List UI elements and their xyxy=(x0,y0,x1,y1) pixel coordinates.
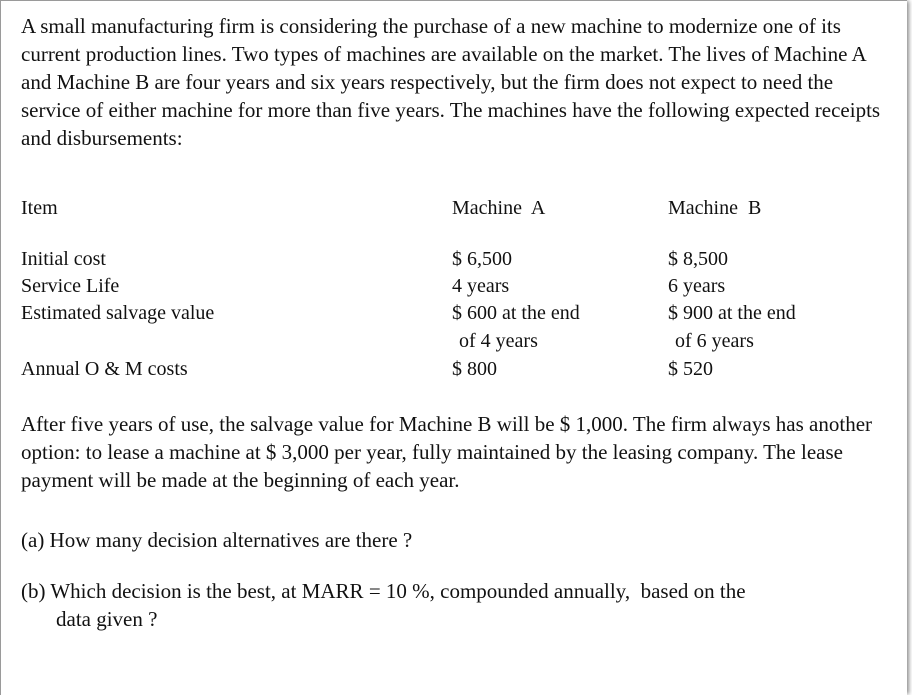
row-label-initial-cost: Initial cost xyxy=(21,248,106,270)
machine-a-salvage-line2: of 4 years xyxy=(459,330,538,352)
header-machine-b: Machine B xyxy=(668,197,762,219)
machine-a-initial-cost: $ 6,500 xyxy=(452,248,512,270)
machine-b-initial-cost: $ 8,500 xyxy=(668,248,728,270)
machine-b-salvage-line2: of 6 years xyxy=(675,330,754,352)
after-paragraph: After five years of use, the salvage value for Machine B will be $ 1,000. The firm always has another option: to lease a machine at $ 3,000 per year, fully maintained by the leasing company. The lease payment will be made at the beginning of each year. xyxy=(21,412,873,492)
machine-a-om-costs: $ 800 xyxy=(452,358,497,380)
machine-b-service-life: 6 years xyxy=(668,275,726,297)
question-b-line1: (b) Which decision is the best, at MARR = 10 %, compounded annually, based on the xyxy=(21,579,746,603)
row-label-service-life: Service Life xyxy=(21,275,120,297)
question-a: (a) How many decision alternatives are there ? xyxy=(21,528,413,552)
machine-a-salvage-line1: $ 600 at the end xyxy=(452,302,580,324)
row-label-om-costs: Annual O & M costs xyxy=(21,358,188,380)
machine-b-salvage-line1: $ 900 at the end xyxy=(668,302,796,324)
machine-b-om-costs: $ 520 xyxy=(668,358,713,380)
header-item: Item xyxy=(21,197,58,219)
machine-a-service-life: 4 years xyxy=(452,275,510,297)
header-machine-a: Machine A xyxy=(452,197,546,219)
question-b-line2: data given ? xyxy=(56,607,158,631)
row-label-salvage: Estimated salvage value xyxy=(21,302,215,324)
question-b xyxy=(21,577,881,633)
intro-paragraph: A small manufacturing firm is considering the purchase of a new machine to modernize one of its current production lines. Two types of machines are available on the market. The lives of Machine A and Machine B are four years and six years respectively, but the firm does not expect to need the service of either machine for more than five years. The machines have the following expected receipts and disbursements: xyxy=(21,14,881,150)
